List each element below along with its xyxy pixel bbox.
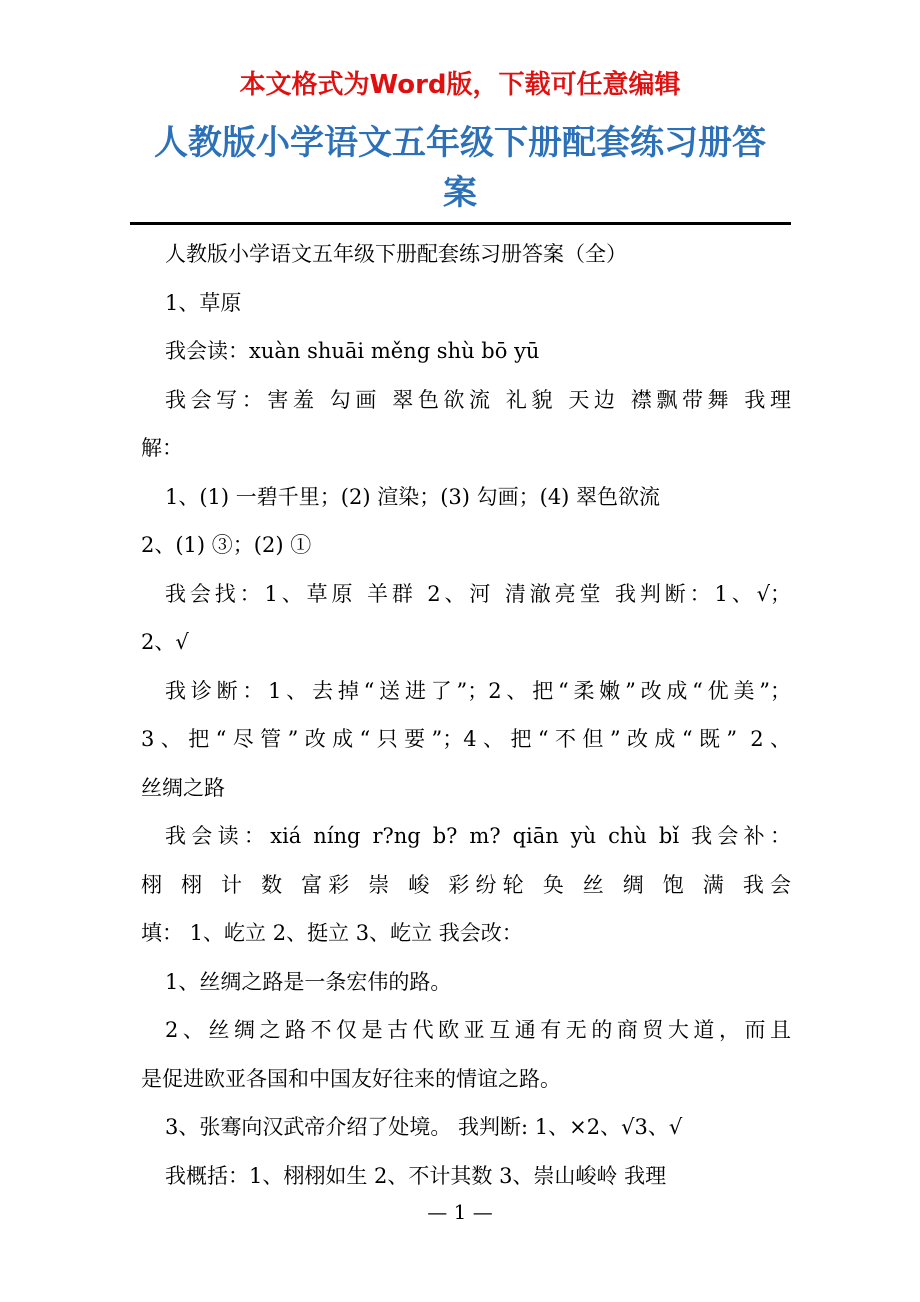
body-line: 2、(1) ③；(2) ①: [141, 533, 312, 557]
body-line: 3、张骞向汉武帝介绍了处境。 我判断: 1、×2、√3、√: [165, 1115, 683, 1139]
body-line: 我概括：1、栩栩如生 2、不计其数 3、崇山峻岭 我理: [165, 1163, 667, 1188]
body-line: 解：: [141, 436, 183, 460]
body-line: 人教版小学语文五年级下册配套练习册答案（全）: [165, 242, 627, 266]
body-line: 是促进欧亚各国和中国友好往来的情谊之路。: [141, 1066, 561, 1091]
body-line: 我诊断：1、去掉“送进了”；2、把“柔嫩”改成“优美”；: [165, 678, 791, 703]
body-line: 我会读：xiá níng r?ng b? m? qiān yù chù bǐ 我会补：: [165, 824, 791, 848]
body-line: 我会写：害羞 勾画 翠色欲流 礼貌 天边 襟飘带舞 我理: [165, 387, 791, 412]
body-line: 2、√: [141, 630, 189, 654]
body-line: 1、草原: [165, 290, 242, 315]
body-line: 2、丝绸之路不仅是古代欧亚互通有无的商贸大道，而且: [165, 1018, 791, 1042]
body-line: 我会找：1、草原 羊群 2、河 清澈亮堂 我判断：1、√；: [165, 581, 791, 606]
title-divider: [130, 222, 791, 225]
page-number: — 1 —: [427, 1200, 493, 1224]
body-line: 丝绸之路: [141, 775, 225, 800]
body-line: 我会读：xuàn shuāi měng shù bō yū: [165, 339, 540, 363]
body-line: 1、丝绸之路是一条宏伟的路。: [165, 969, 452, 994]
document-body: [141, 230, 791, 1200]
body-line: 1、(1) 一碧千里；(2) 渲染；(3) 勾画；(4) 翠色欲流: [165, 484, 661, 509]
format-notice: 本文格式为Word版，下载可任意编辑: [239, 70, 681, 100]
document-title: 人教版小学语文五年级下册配套练习册答案: [154, 123, 766, 213]
body-line: 栩 栩 计 数 富彩 崇 峻 彩纷轮 奂 丝 绸 饱 满 我会: [141, 872, 791, 897]
body-line: 填： 1、屹立 2、挺立 3、屹立 我会改：: [141, 921, 523, 945]
body-line: 3、把“尽管”改成“只要”；4、把“不但”改成“既” 2、: [141, 727, 791, 751]
